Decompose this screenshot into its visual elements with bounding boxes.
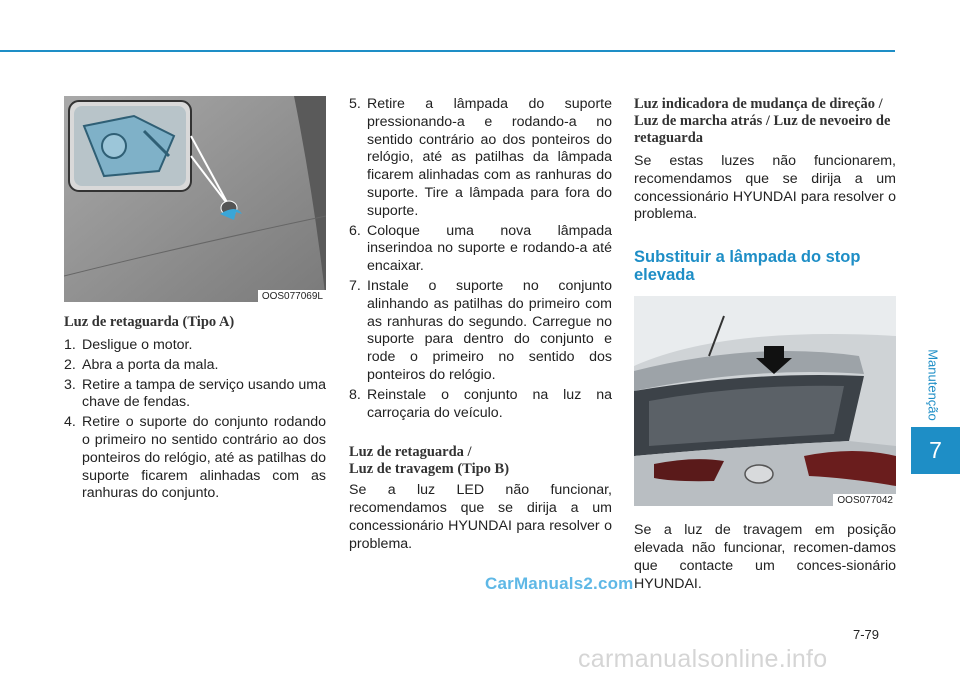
header-rule — [0, 50, 895, 52]
step-list — [64, 337, 326, 503]
body-paragraph: Se estas luzes não funcionarem, recomendamos que se dirija a um concessionário HYUNDAI para resolver o problema. — [634, 153, 896, 223]
section-heading-line-2: Luz de travagem (Tipo B) — [349, 461, 510, 478]
car-rear-illustration — [634, 296, 896, 506]
chapter-side-label: Manutenção — [925, 349, 941, 421]
section-title: Substituir a lâmpada do stop elevada — [634, 248, 861, 285]
watermark-carmanualsonline[interactable]: carmanualsonline.info — [578, 645, 828, 673]
column-1 — [64, 96, 326, 503]
list-item: 3. Retire a tampa de serviço usando uma chave de fendas. — [64, 376, 326, 411]
section-heading-line-1: Luz de retaguarda / — [349, 444, 472, 461]
section-heading: Luz de retaguarda (Tipo A) — [64, 314, 235, 330]
page-number: 7-79 — [853, 627, 880, 642]
high-mount-stop-figure — [634, 296, 896, 506]
list-item: 8. Reinstale o conjunto na luz na carroçaria do veículo. — [349, 386, 612, 421]
body-paragraph: Se a luz LED não funcionar, recomendamos que se dirija a um concessionário HYUNDAI para resolver o problema. — [349, 482, 612, 552]
list-item: 6. Coloque uma nova lâmpada inserindoa no suporte e rodando-a até encaixar. — [349, 222, 612, 275]
chapter-number-tab: 7 — [911, 427, 960, 474]
tail-lamp-illustration — [64, 96, 326, 302]
list-item: 7. Instale o suporte no conjunto alinhando as patilhas do primeiro com as ranhuras do segundo. Carregue no suporte para dentro do conjunto e rode o primeiro no sentido dos ponteiros do relógio. — [349, 277, 612, 383]
list-item: 5. Retire a lâmpada do suporte pressionando-a e rodando-a no sentido contrário ao dos ponteiros do relógio, até as patilhas da lâmpada ficarem alinhadas com as ranhuras do suporte. Tire a lâmpada para fora do suporte. — [349, 96, 612, 219]
column-2 — [349, 96, 612, 554]
figure-code: OOS077042 — [833, 494, 896, 506]
body-paragraph: Se a luz de travagem em posição elevada não funcionar, recomen-damos que contacte um conces-sionário HYUNDAI. — [634, 522, 896, 592]
list-item: 4. Retire o suporte do conjunto rodando o primeiro no sentido contrário ao dos ponteiros do relógio, até as patilhas do suporte ficarem alinhadas com as ranhuras do conjunto. — [64, 414, 326, 502]
section-heading: Luz indicadora de mudança de direção / Luz de marcha atrás / Luz de nevoeiro de retaguarda — [634, 96, 891, 146]
watermark-carmanuals2[interactable]: CarManuals2.com — [485, 574, 634, 593]
list-item: 2. Abra a porta da mala. — [64, 356, 219, 373]
tail-lamp-figure — [64, 96, 326, 302]
figure-code: OOS077069L — [258, 290, 326, 302]
step-list — [349, 96, 612, 422]
list-item: 1. Desligue o motor. — [64, 337, 193, 353]
column-3 — [634, 96, 896, 593]
